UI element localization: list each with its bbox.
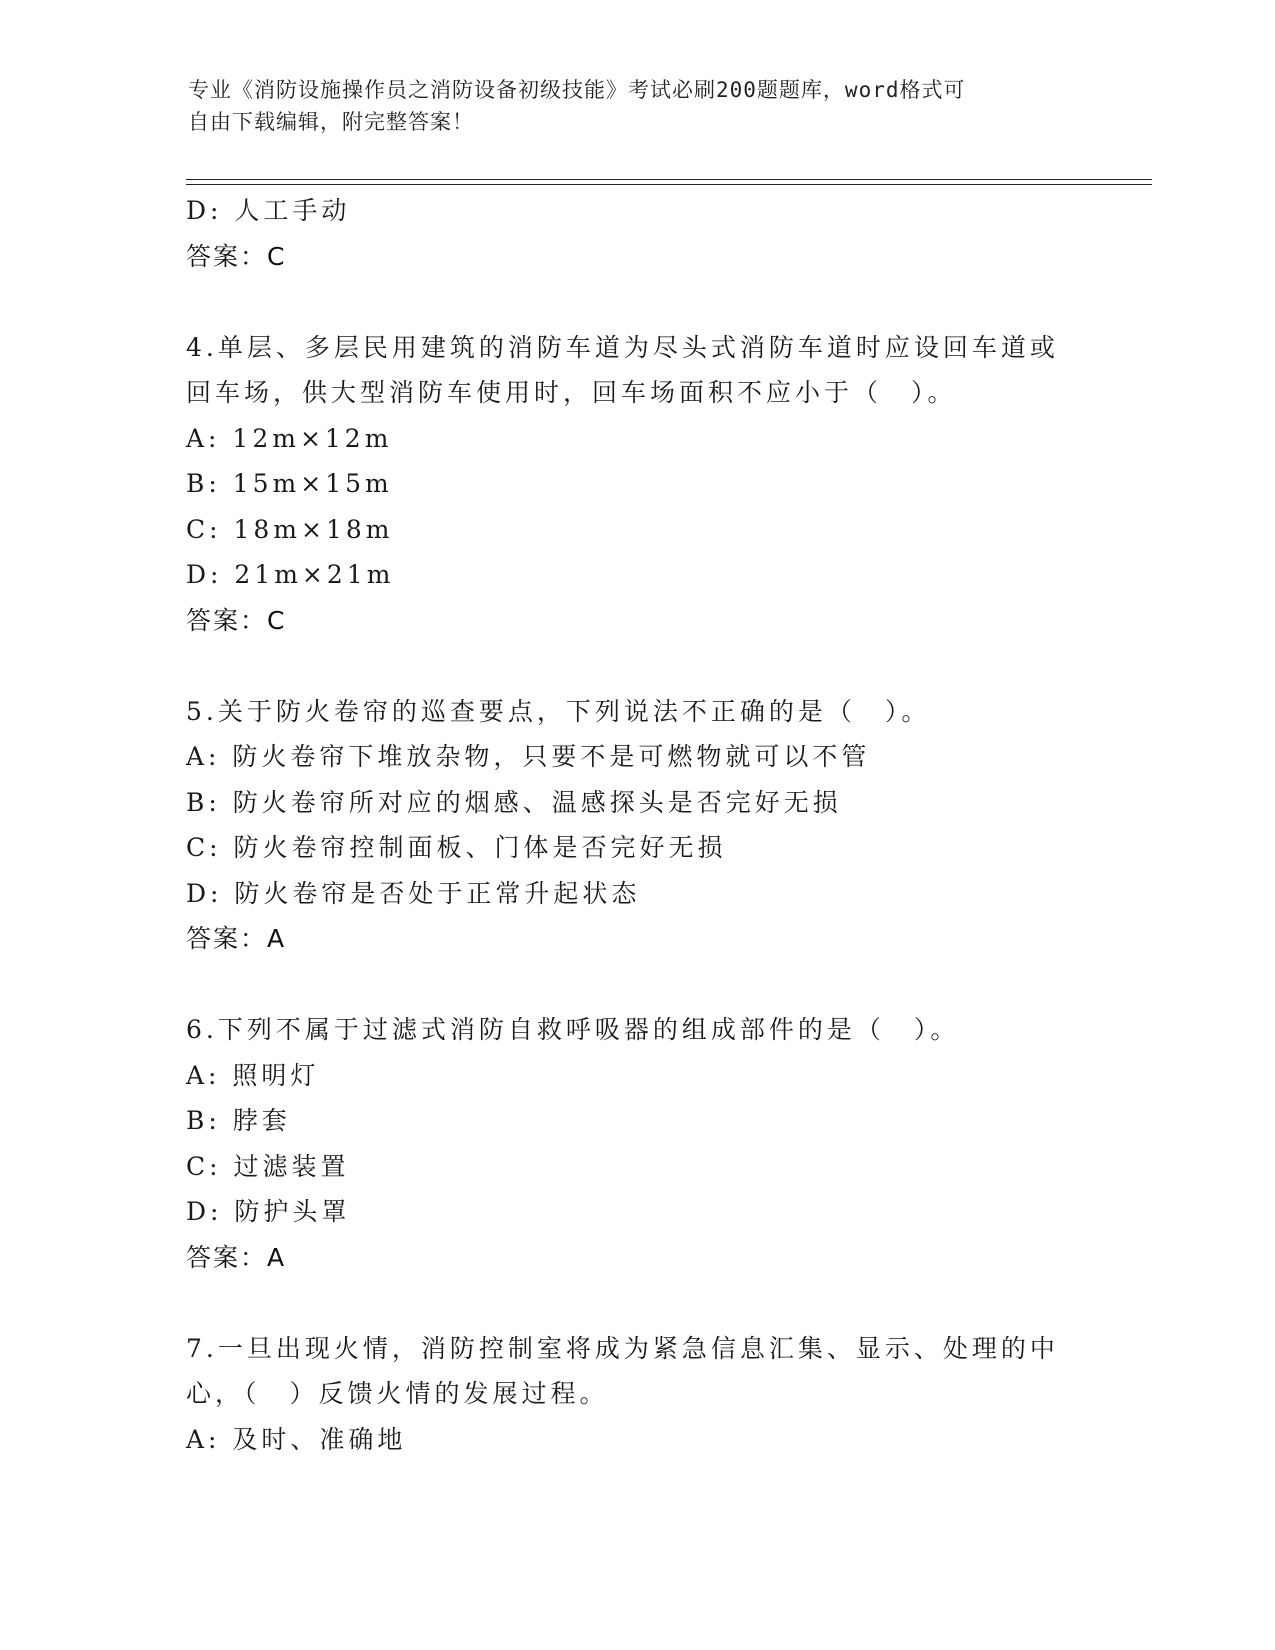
option-d: D: 防火卷帘是否处于正常升起状态 <box>186 878 641 908</box>
spacer <box>186 1280 1086 1326</box>
header-divider-top <box>186 179 1152 180</box>
question-3 <box>186 188 1086 279</box>
option-d: D: 防护头罩 <box>186 1197 351 1226</box>
question-stem: 6.下列不属于过滤式消防自救呼吸器的组成部件的是（ ）。 <box>186 1015 960 1044</box>
option-c: C: 防火卷帘控制面板、门体是否完好无损 <box>186 833 727 862</box>
answer: 答案：A <box>186 924 287 953</box>
option-d: D: 21m×21m <box>186 560 395 589</box>
question-stem: 7.一旦出现火情，消防控制室将成为紧急信息汇集、显示、处理的中 <box>186 1333 1059 1363</box>
option-d: D: 人工手动 <box>186 196 351 225</box>
spacer <box>186 962 1086 1008</box>
option-b: B: 15m×15m <box>186 469 393 498</box>
answer: 答案：A <box>186 1242 287 1272</box>
question-7 <box>186 1326 1086 1463</box>
header-divider-bottom <box>186 184 1152 185</box>
question-stem: 回车场，供大型消防车使用时，回车场面积不应小于（ ）。 <box>186 378 957 407</box>
question-stem: 5.关于防火卷帘的巡查要点，下列说法不正确的是（ ）。 <box>186 696 931 726</box>
question-stem: 心，（ ）反馈火情的发展过程。 <box>186 1379 609 1408</box>
option-c: C: 过滤装置 <box>186 1151 350 1181</box>
question-list <box>186 188 1086 1462</box>
question-6 <box>186 1007 1086 1280</box>
header-line-1: 专业《消防设施操作员之消防设备初级技能》考试必刷200题题库，word格式可 <box>188 78 966 102</box>
option-b: B: 防火卷帘所对应的烟感、温感探头是否完好无损 <box>186 787 842 817</box>
spacer <box>186 279 1086 325</box>
header-line-2: 自由下载编辑，附完整答案！ <box>188 110 474 134</box>
option-a: A: 12m×12m <box>186 423 393 453</box>
question-stem: 4.单层、多层民用建筑的消防车道为尽头式消防车道时应设回车道或 <box>186 332 1059 362</box>
option-a: A: 照明灯 <box>186 1060 320 1090</box>
page-header <box>188 74 1068 138</box>
answer: 答案：C <box>186 241 287 271</box>
option-b: B: 脖套 <box>186 1106 291 1135</box>
answer: 答案：C <box>186 605 287 635</box>
spacer <box>186 643 1086 689</box>
option-a: A: 防火卷帘下堆放杂物，只要不是可燃物就可以不管 <box>186 742 871 771</box>
option-a: A: 及时、准确地 <box>186 1424 407 1454</box>
question-5 <box>186 689 1086 962</box>
question-4 <box>186 325 1086 644</box>
option-c: C: 18m×18m <box>186 514 394 544</box>
